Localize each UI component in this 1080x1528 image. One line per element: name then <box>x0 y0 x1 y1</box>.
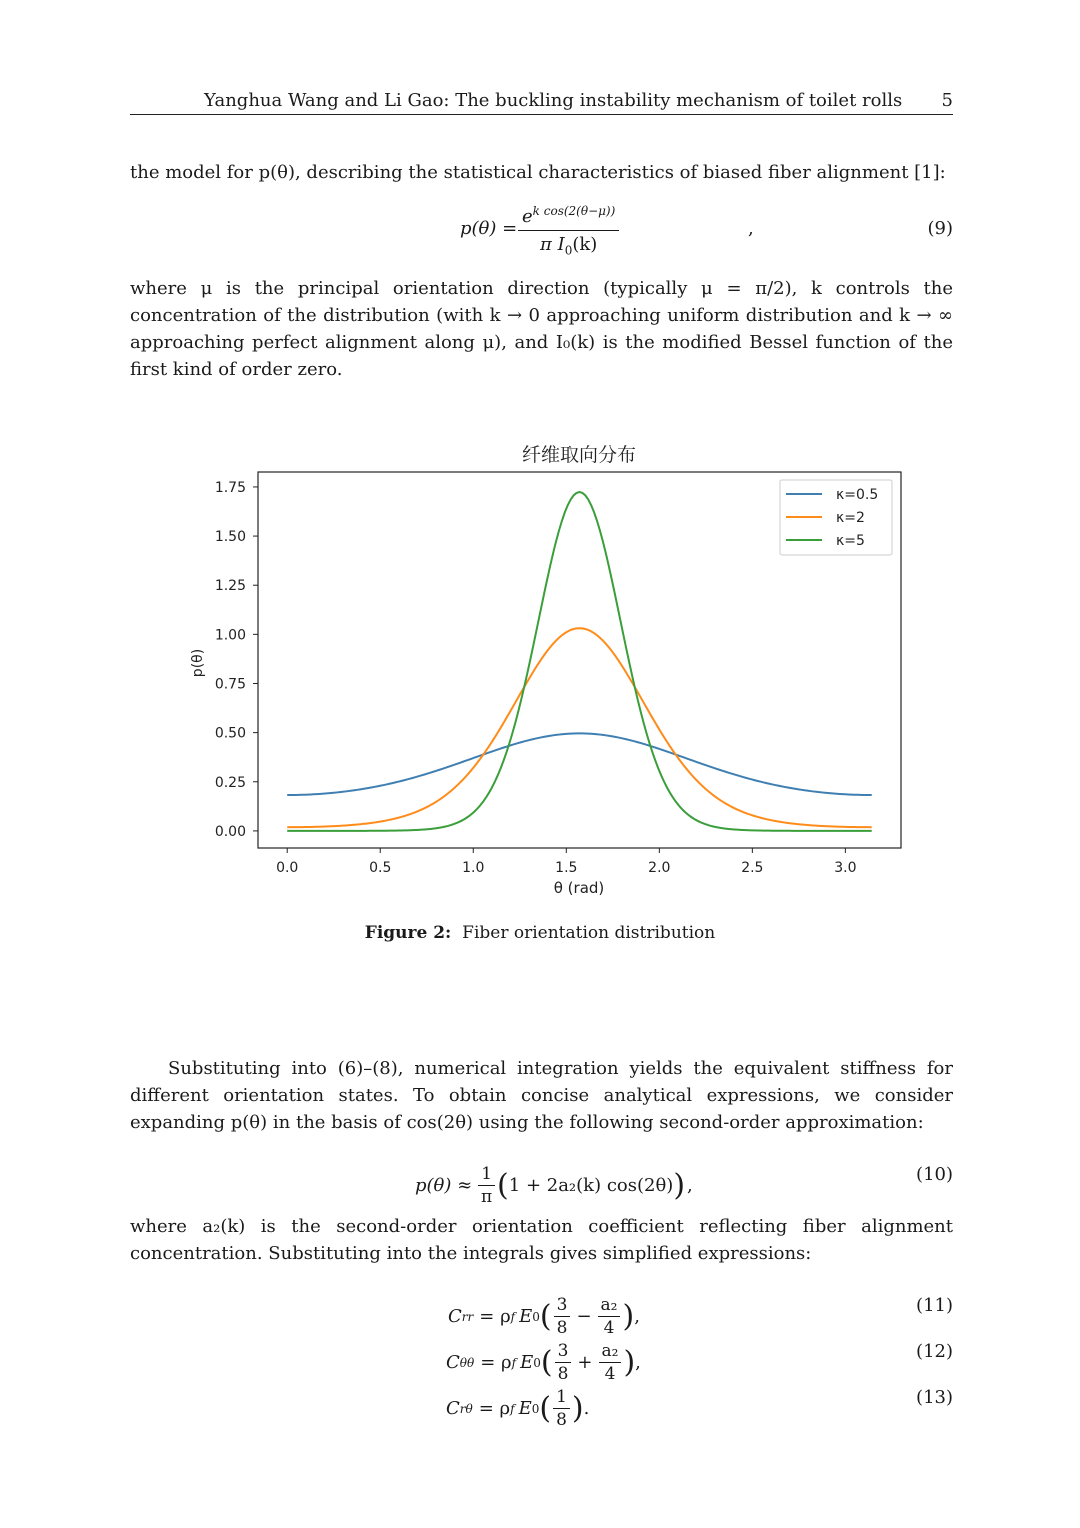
y-tick-label: 0.00 <box>214 823 246 840</box>
legend-label: κ=2 <box>836 510 865 526</box>
y-axis-label: p(θ) <box>190 648 206 678</box>
eq10-fraction <box>478 1164 495 1207</box>
eq13-frac1 <box>553 1387 570 1430</box>
legend-label: κ=0.5 <box>836 487 879 503</box>
paragraph-model-intro: the model for p(θ), describing the statistical characteristics of biased fiber alignment [1]: <box>130 162 946 183</box>
y-axis <box>215 480 258 840</box>
y-tick-label: 0.75 <box>214 676 246 693</box>
eq12-mid: = ρ <box>480 1352 512 1373</box>
eq10-frac-num: 1 <box>478 1164 495 1186</box>
x-tick-label: 0.5 <box>369 860 392 876</box>
eq10-lhs: p(θ) ≈ <box>415 1175 473 1196</box>
eq12-frac1-num: 3 <box>555 1341 572 1363</box>
equation-9 <box>130 204 953 258</box>
eq11-op: − <box>576 1306 592 1327</box>
eq11-mid: = ρ <box>479 1306 511 1327</box>
y-tick-label: 1.00 <box>214 627 246 644</box>
eq9-denominator-tail: (k) <box>572 234 598 255</box>
x-tick-label: 0.0 <box>276 860 299 876</box>
eq12-frac2-num: a₂ <box>599 1341 622 1363</box>
x-tick-label: 2.0 <box>648 860 671 876</box>
chart-title: 纤维取向分布 <box>521 444 637 466</box>
paragraph-substitution: Substituting into (6)–(8), numerical integration yields the equivalent stiffness for different orientation states. To obtain concise analytical expressions, we consider expanding p(θ) in the basis of cos(2θ) using the following second-order approximation: <box>130 1058 953 1133</box>
legend-label: κ=5 <box>836 533 865 549</box>
eq11-lhs: C <box>448 1306 462 1327</box>
y-tick-label: 0.50 <box>214 725 246 742</box>
eq12-op: + <box>577 1352 593 1373</box>
y-tick-label: 1.25 <box>214 578 246 595</box>
running-header <box>130 88 953 115</box>
eq13-E: E <box>518 1398 532 1419</box>
eq11-frac1-num: 3 <box>554 1295 571 1317</box>
y-tick-label: 1.50 <box>214 529 246 546</box>
eq10-number: (10) <box>916 1164 953 1185</box>
eq13-lhs-sub: rθ <box>459 1401 473 1416</box>
equation-12: C θθ = ρ f E 0 ( $\frac{3}{8}$ + $\frac{\text{a₂}}{4}$ ) , (12) <box>446 1341 953 1384</box>
eq12-E-sub: 0 <box>533 1355 541 1370</box>
paragraph-coefficient: where a₂(k) is the second-order orientation coefficient reflecting fiber alignment concentration. Substituting into the integrals gives simplified expressions: <box>130 1216 953 1264</box>
eq11-frac2-num: a₂ <box>598 1295 621 1317</box>
eq13-lhs: C <box>446 1398 460 1419</box>
eq12-trail: , <box>635 1352 641 1373</box>
eq10-trail: , <box>687 1175 693 1196</box>
series-line-1 <box>287 733 872 795</box>
eq9-denominator: π I <box>540 234 565 255</box>
eq12-frac1-den: 8 <box>557 1364 569 1384</box>
page-number: 5 <box>941 90 953 111</box>
x-tick-label: 1.5 <box>555 860 578 876</box>
y-tick-label: 1.75 <box>214 479 246 496</box>
equation-11: C rr = ρ f E 0 ( $\frac{3}{8}$ − $\frac{\text{a₂}}{4}$ ) , (11) <box>448 1295 953 1338</box>
eq11-number: (11) <box>916 1295 953 1316</box>
eq9-numerator-exponent: k cos(2(θ−μ)) <box>532 204 616 218</box>
eq10-body: 1 + 2a₂(k) cos(2θ) <box>508 1175 674 1196</box>
x-axis <box>276 848 856 876</box>
eq13-frac1-num: 1 <box>553 1387 570 1409</box>
eq11-E-sub: 0 <box>532 1309 540 1324</box>
eq9-numerator: e <box>522 206 533 227</box>
y-tick-label: 0.25 <box>214 774 246 791</box>
eq12-lhs: C <box>446 1352 460 1373</box>
eq11-mid-sub: f <box>510 1309 516 1324</box>
eq12-number: (12) <box>916 1341 953 1362</box>
eq13-number: (13) <box>916 1387 953 1408</box>
caption-label: Figure 2: <box>364 923 452 943</box>
header-title: Yanghua Wang and Li Gao: The buckling instability mechanism of toilet rolls <box>204 90 903 111</box>
eq10-frac-den: π <box>481 1187 493 1207</box>
paragraph-parameters: where μ is the principal orientation direction (typically μ = π/2), k controls the concentration of the distribution (with k → 0 approaching uniform distribution and k → ∞ approaching perfect alignment along μ), and I₀(k) is the modified Bessel function of the first kind of order zero. <box>130 278 953 380</box>
eq13-trail: . <box>583 1398 590 1419</box>
eq12-frac2-den: 4 <box>604 1364 616 1384</box>
figure-caption <box>0 923 1080 943</box>
x-tick-label: 2.5 <box>741 860 764 876</box>
eq13-frac1-den: 8 <box>556 1410 567 1430</box>
eq13-mid-sub: f <box>510 1401 515 1416</box>
x-axis-label: θ (rad) <box>553 879 605 897</box>
eq9-fraction <box>518 204 619 258</box>
eq11-frac1-den: 8 <box>556 1318 568 1338</box>
eq11-trail: , <box>634 1306 640 1327</box>
equation-10: p(θ) ≈ $\frac{1}{\pi}$ ( 1 + 2a₂(k) cos(2θ) ) , (10) <box>415 1164 953 1207</box>
eq9-number: (9) <box>927 218 953 239</box>
series-line-2 <box>287 628 872 827</box>
eq11-lhs-sub: rr <box>461 1309 474 1324</box>
eq12-E: E <box>520 1352 534 1373</box>
eq9-trail: , <box>748 218 754 239</box>
caption-text: Fiber orientation distribution <box>462 923 716 943</box>
eq11-E: E <box>519 1306 533 1327</box>
figure-2-chart <box>180 435 920 905</box>
eq11-frac2-den: 4 <box>603 1318 615 1338</box>
x-tick-label: 1.0 <box>462 860 485 876</box>
x-tick-label: 3.0 <box>834 860 857 876</box>
eq9-lhs: p(θ) = <box>460 218 518 239</box>
legend <box>780 480 892 555</box>
eq12-mid-sub: f <box>511 1355 517 1370</box>
eq12-lhs-sub: θθ <box>459 1355 475 1370</box>
eq9-denominator-sub: 0 <box>564 243 573 258</box>
eq13-E-sub: 0 <box>531 1401 540 1416</box>
eq13-mid: = ρ <box>478 1398 511 1419</box>
equation-13: C rθ = ρ f E 0 ( $\frac{1}{8}$ ) . (13) <box>446 1387 953 1430</box>
